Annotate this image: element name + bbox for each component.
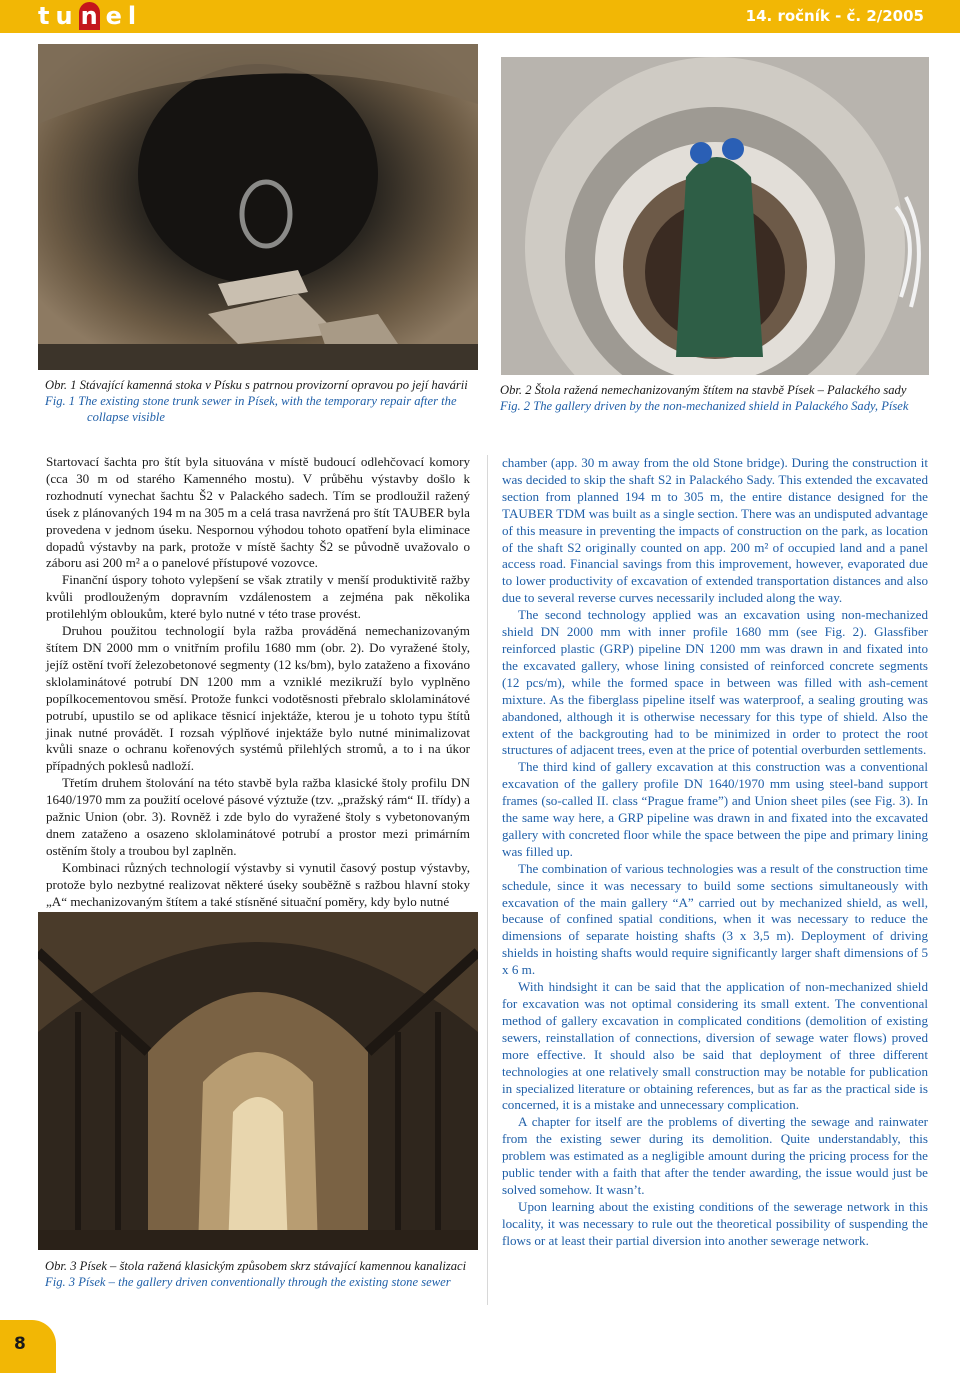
figure-3-caption-en: Fig. 3 Písek – the gallery driven conventionally through the existing stone sewer <box>45 1275 451 1289</box>
czech-text-upper <box>46 454 470 910</box>
paragraph-cz-4: Třetím druhem štolování na této stavbě byla ražba klasické štoly profilu DN 1640/1970 mm za použití ocelové pásové výztuže (tzv. „pražský rám“ II. třídy) a pažnic Union (obr. 3). Rovněž i zde bylo do vyražené štoly s vybetonovaným dnem zataženo a osazeno sklolaminátové potrubí a prostor mezi primárním ostěním štoly a troubou byl zaplněn. <box>46 775 470 858</box>
page-header <box>0 0 960 33</box>
figure-2-photo <box>501 57 929 375</box>
figure-1-caption-en: Fig. 1 The existing stone trunk sewer in Písek, with the temporary repair after the collapse visible <box>45 394 457 424</box>
figure-3-caption <box>45 1258 475 1290</box>
paragraph-en-1: chamber (app. 30 m away from the old Stone bridge). During the construction it was decided to skip the shaft S2 in Palackého Sady. This extended the excavated section from planned 194 m to 305 m, the entire distance designed for the TAUBER TDM was built as a single section. There was an undisputed advantage of this measure in preventing the impacts of construction on the park, as location of the shaft S2 originally counted on app. 200 m² of occupied land and a panel access road. Financial savings from this improvement, however, evaporated due to lower productivity of excavation of extended transportation distances and also due to several reverse curves necessarily included along the way. <box>502 455 928 606</box>
figure-1-photo <box>38 44 478 370</box>
paragraph-cz-2: Finanční úspory tohoto vylepšení se však ztratily v menší produktivitě ražby kvůli prodlouženým dopravním vzdálenostem a zejména pak několika protilehlým obloukům, které bylo nutné v této trase provést. <box>46 572 470 622</box>
paragraph-en-4: The combination of various technologies was a result of the construction time schedule, since it was necessary to build some sections simultaneously with excavation of the main gallery “A” carried out by mechanized shield, as well, because of confined spatial conditions, when it was necessary to reduce the dimensions of separate hoisting shafts (3 x 3,5 m). Deployment of driving shields in hoisting shafts would require significantly larger shaft dimensions of 5 x 6 m. <box>502 860 928 978</box>
figure-1-caption-cz: Obr. 1 Stávající kamenná stoka v Písku s patrnou provizorní opravou po její havárii <box>45 378 468 392</box>
paragraph-en-3: The third kind of gallery excavation at this construction was a conventional excavation of the gallery profile DN 1640/1970 mm using steel-band support frames (so-called II. class “Prague frame”) and Union sheet piles (see Fig. 3). In the same way here, a GRP pipeline was drawn in and fixated into the excavated gallery with concreted floor while the space between the pipe and primary lining was filled up. <box>502 759 928 859</box>
page-number-box <box>0 1320 56 1373</box>
paragraph-en-7: Upon learning about the existing conditions of the sewerage network in this locality, it was necessary to rule out the theoretical possibility of suspending the flows or at least their partial diversion into another sewerage network. <box>502 1198 928 1248</box>
figure-3-caption-cz: Obr. 3 Písek – štola ražená klasickým způsobem skrz stávající kamennou kanalizaci <box>45 1259 467 1273</box>
paragraph-cz-5: Kombinaci různých technologií výstavby si vynutil časový postup výstavby, protože bylo nezbytné realizovat některé úseky souběžně s ražbou hlavní stoky „A“ mechanizovaným štítem a také stísněné situační poměry, kdy bylo nutné <box>46 859 470 909</box>
paragraph-en-6: A chapter for itself are the problems of diverting the sewage and rainwater from the existing sewer during its demolition. Quite understandably, this problem was estimated as a negligible amount during the pricing process for the public tender with a faith that after the tender awarding, the issue would just be solved somehow. It wasn’t. <box>502 1114 928 1197</box>
figure-1-caption <box>45 377 475 425</box>
english-text <box>502 455 928 1250</box>
figure-2-caption-cz: Obr. 2 Štola ražená nemechanizovaným štítem na stavbě Písek – Palackého sady <box>500 383 907 397</box>
paragraph-cz-1: Startovací šachta pro štít byla situována v místě budoucí odlehčovací komory (cca 30 m od starého Kamenného mostu). V průběhu výstavby došlo k rozhodnutí vynechat šachtu Š2 v Palackého sadech. Tím se prodloužil ražený úsek z plánovaných 194 m na 305 m a celá trasa navržená pro štít TAUBER byla provedena v jednom úseku. Nespornou výhodou tohoto opatření byla eliminace dopadů výstavby na park, protože v místě šachty Š2 se původně uvažovalo o záboru asi 200 m² a o panelové přístupové vozovce. <box>46 454 470 571</box>
paragraph-en-5: With hindsight it can be said that the application of non-mechanized shield for excavation was not optimal considering its small extent. The conventional method of gallery excavation in complicated conditions (demolition of existing sewers, reinstallation of connections, diversion of sewage water flows) proved more effective. It should also be said that deployment of three different technologies at one relatively small construction may be notable for publication in specialized literature or obtaining references, but as far as the practical side is concerned, it is a mistake and unnecessary complication. <box>502 979 928 1113</box>
figure-2-caption <box>500 382 930 414</box>
figure-3-photo <box>38 912 478 1250</box>
page-number: 8 <box>14 1334 26 1354</box>
paragraph-en-2: The second technology applied was an excavation using non-mechanized shield DN 2000 mm with inner profile 1680 mm (see Fig. 2). Glassfiber reinforced plastic (GRP) pipeline DN 1200 mm was drawn in and fixated into the excavated gallery, whose lining consisted of reinforced concrete segments (12 pcs/m), while the formed space in between was filled with ash-cement mixture. As the fiberglass pipeline itself was waterproof, a sealing grouting was abandoned, although it is otherwise necessary for this type of shield. Also the extent of the backgrouting had to be minimized in order to protect the root structures of adjacent trees, even at the price of potential overburden settlements. <box>502 607 928 758</box>
column-divider <box>487 455 488 1305</box>
issue-label: 14. ročník - č. 2/2005 <box>745 7 924 25</box>
tunel-logo: tun el <box>38 2 143 30</box>
paragraph-cz-3: Druhou použitou technologií byla ražba prováděná nemechanizovaným štítem DN 2000 mm o vnitřním profilu 1680 mm (obr. 2). Do vyražené štoly, jejíž ostění tvoří železobetonové segmenty (12 ks/bm), bylo zataženo a fixováno sklolaminátové potrubí DN 1200 mm a vzniklé mezikruží bylo vyplněno popílkocementovou směsí. Protože funkci vodotěsnosti přebralo sklolaminátové potrubí, upustilo se od aplikace těsnicí injektáže, kterou je u tohoto typu štítů jinak nutné provádět. I rozsah výplňové injektáže bylo nutné minimalizovat kvůli snaze o ochranu kořenových systémů přilehlých stromů, a to i na úkor případných poklesů nadloží. <box>46 623 470 774</box>
figure-2-caption-en: Fig. 2 The gallery driven by the non-mechanized shield in Palackého Sady, Písek <box>500 399 909 413</box>
